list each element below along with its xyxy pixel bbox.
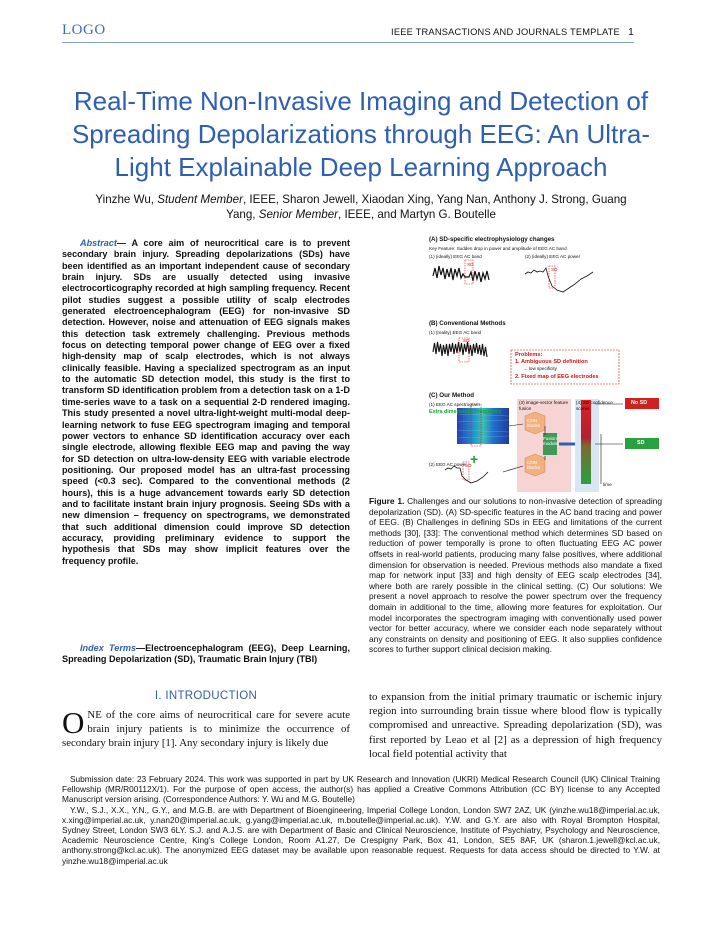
author-role: Student Member (157, 193, 243, 206)
step-3-label: (3) image-vector feature fusion (519, 400, 569, 411)
panel-a2-label: (2) (ideally) EEG AC power (525, 254, 581, 259)
panel-b-title: (B) Conventional Methods (429, 320, 506, 327)
problem-1-sub: → low specificity (523, 366, 557, 371)
authors-part: , IEEE, and Martyn G. Boutelle (338, 208, 496, 221)
problems-title: Problems: (515, 352, 543, 358)
no-sd-label: No SD (631, 400, 648, 406)
plus-sign: + (470, 451, 479, 467)
abstract (62, 238, 350, 567)
panel-a-title: (A) SD-specific electrophysiology changes (429, 236, 555, 243)
sd-marker-a2: SD (551, 267, 558, 272)
footnote-affiliations: Y.W., S.J., X.X., Y.N., G.Y., and M.G.B. are with Department of Bioengineering, Imperial College London, London SW7 2AZ, UK (yinzhe.wu18@imperial.ac.uk, x.xing@imperial.ac.uk, y.nan20@imperial.ac.uk, g.yang@imperial.ac.uk, m.boutelle@imperial.ac.uk). Y.W. and G.Y. are also with Royal Brompton Hospital, Sydney Street, London SW3 6LY. S.J. and A.J.S. are with Department of Basic and Clinical Neuroscience, Institute of Psychiatry, Psychology and Neuroscience, Academic Neuroscience Centre, King's College London, Room A1.27, De Crespigny Park, Box 41, London, SE5 8AF, UK (sharon.1.jewell@kcl.ac.uk, anthony.strong@kcl.ac.uk). The anonymized EEG dataset may be available upon reasonable request. Requests for data access should be directed to Y.W. at yinzhe.wu18@imperial.ac.uk (62, 804, 660, 866)
figure-caption (369, 496, 662, 655)
sd-label: SD (637, 440, 645, 446)
panel-a1-label: (1) (ideally) EEG AC band (429, 254, 482, 259)
eeg-power-trace (525, 268, 593, 292)
page-number: 1 (627, 26, 634, 38)
confidence-bar (581, 400, 591, 484)
problem-1: 1. Ambiguous SD definition (515, 359, 588, 365)
abstract-label: Abstract (80, 238, 117, 248)
time-axis-label: time (603, 482, 612, 487)
drop-cap: O (62, 705, 85, 740)
cnn-blocks-label-top: CNN blocks (527, 418, 541, 428)
panel-c-title: (C) Our Method (429, 392, 475, 399)
running-title: IEEE TRANSACTIONS AND JOURNALS TEMPLATE (391, 27, 620, 37)
intro-paragraph (62, 705, 350, 751)
index-terms-text: —Electroencephalogram (EEG), Deep Learning, Spreading Depolarization (SD), Traumatic Brain Injury (TBI) (62, 643, 350, 665)
cnn-blocks-label-bottom: CNN blocks (527, 460, 541, 470)
running-header (391, 26, 634, 38)
fusion-module-label: Fusion module (543, 436, 559, 446)
extra-dimension-label: Extra dimension: Frequency (429, 409, 502, 415)
eeg-band-trace-real (433, 342, 487, 357)
figure-1 (425, 234, 665, 492)
caption-label: Figure 1. (369, 496, 405, 506)
panel-b1-label: (1) (reality) EEG AC band (429, 330, 482, 335)
section-heading: I. INTRODUCTION (154, 690, 258, 702)
footnote-submission: Submission date: 23 February 2024. This work was supported in part by UK Research and Innovation (UKRI) Medical Research Council (UK) Clinical Training Fellowship (MR/R00112X/1). For the purpose of open access, the author(s) has applied a Creative Commons Attribution (CC BY) license to any Accepted Manuscript version arising. (Correspondence Authors: Y. Wu and M.G. Boutelle) (62, 774, 660, 805)
power-vector-trace (445, 466, 488, 483)
author-list (62, 192, 660, 222)
index-terms-label: Index Terms (80, 643, 137, 653)
eeg-band-trace (433, 266, 489, 282)
problem-2: 2. Fixed map of EEG electrodes (515, 374, 599, 380)
panel-c2-label: (2) EEG AC power (429, 462, 467, 467)
paper-title: Real-Time Non-Invasive Imaging and Detection of Spreading Depolarizations through EEG: An Ultra-Light Explainable Deep Learning Approach (71, 86, 651, 182)
step-4-label: (4) SD confidence scores (576, 400, 613, 411)
index-terms (62, 643, 350, 666)
journal-logo: LOGO (62, 22, 106, 38)
sd-marker-c2: SD (465, 463, 472, 468)
intro-smallcaps: NE (87, 709, 102, 721)
panel-c1-label: (1) EEG AC spectrogram (429, 402, 480, 407)
authors-part: Yinzhe Wu, (95, 193, 158, 206)
column-two-text: to expansion from the initial primary traumatic or ischemic injury region into surrounding brain tissue where blood flow is typically compromised and unreactive. Spreading depolarization (SD), was first reported by Leao et al [2] as a depression of high frequency local field potential activity that (369, 691, 662, 760)
authors-part: Yang, (226, 208, 259, 221)
sd-marker-b: SD (463, 338, 470, 343)
author-role: Senior Member (258, 208, 339, 221)
footnote (62, 774, 660, 866)
intro-text: of the core aims of neurocritical care for severe acute brain injury patients is to minimize the occurrence of secondary brain injury [1]. Any secondary injury is likely due (62, 709, 350, 750)
caption-text: Challenges and our solutions to non-invasive detection of spreading depolarization (SD). (A) SD-specific features in the AC band tracing and power of EEG. (B) Challenges in defining SDs in EEG and limitations of the current methods [30], [33]: The conventional method which determines SD based on reduction of power temporally is prone to often fluctuating EEG AC power offsets in real-world patients, producing many false positives, where additional dimension for observation is needed. Previous methods also mandate a fixed map for network input [33] and high density of EEG scalp electrodes [34], where both are rarely possible in the clinical setting. (C) Our solutions: We present a novel approach to resolve the power spectrum over the frequency domain in additional to the time, allowing more features for exploitation. Our model incorporates the spectrogram imaging with conventionally used power vector for better accuracy, where we consider each node separately without any constraints on density and positioning of EEG. It also supplies confidence scores to further support clinical decision making. (369, 496, 662, 655)
header-rule (62, 42, 634, 43)
abstract-text: — A core aim of neurocritical care is to prevent secondary brain injury. Spreading depolarizations (SDs) have been identified as an important independent cause of secondary brain injury. SDs are usually detected using invasive electrocorticography recorded at high sampling frequency. Recent pilot studies suggest a possible utility of scalp electrodes generated electroencephalogram (EEG) for non-invasive SD detection. However, noise and attenuation of EEG signals makes this detection task extremely challenging. Previous methods focus on detecting temporal power change of EEG over a fixed high-density map of scalp electrodes, which is not always clinically feasible. Having a specialized spectrogram as an input to the automatic SD detection model, this study is the first to transform SD identification problem from a detection task on a 1-D time-series wave to a task on a sequential 2-D rendered imaging. This study presented a novel ultra-light-weight multi-modal deep-learning network to fuse EEG spectrogram imaging and temporal power vectors to enhance SD identification accuracy over each single electrode, allowing flexible EEG map and paving the way for SD detection on ultra-low-density EEG with variable electrode positioning. Our proposed model has an ultra-fast processing speed (<0.3 sec). Compared to the conventional methods (2 hours), this is a huge advancement towards early SD detection and to facilitate instant brain injury prognosis. Seeing SDs with a new dimension – frequency on spectrograms, we demonstrated that such additional dimension could improve SD detection accuracy, providing preliminary evidence to support the hypothesis that SDs may show implicit features over the frequency profile. (62, 238, 350, 566)
sd-marker-a1: SD (467, 262, 474, 267)
key-feature-text: Key Feature: Sudden drop in power and amplitude of EEG AC band (429, 246, 567, 251)
authors-part: , IEEE, Sharon Jewell, Xiaodan Xing, Yang Nan, Anthony J. Strong, Guang (242, 193, 627, 206)
